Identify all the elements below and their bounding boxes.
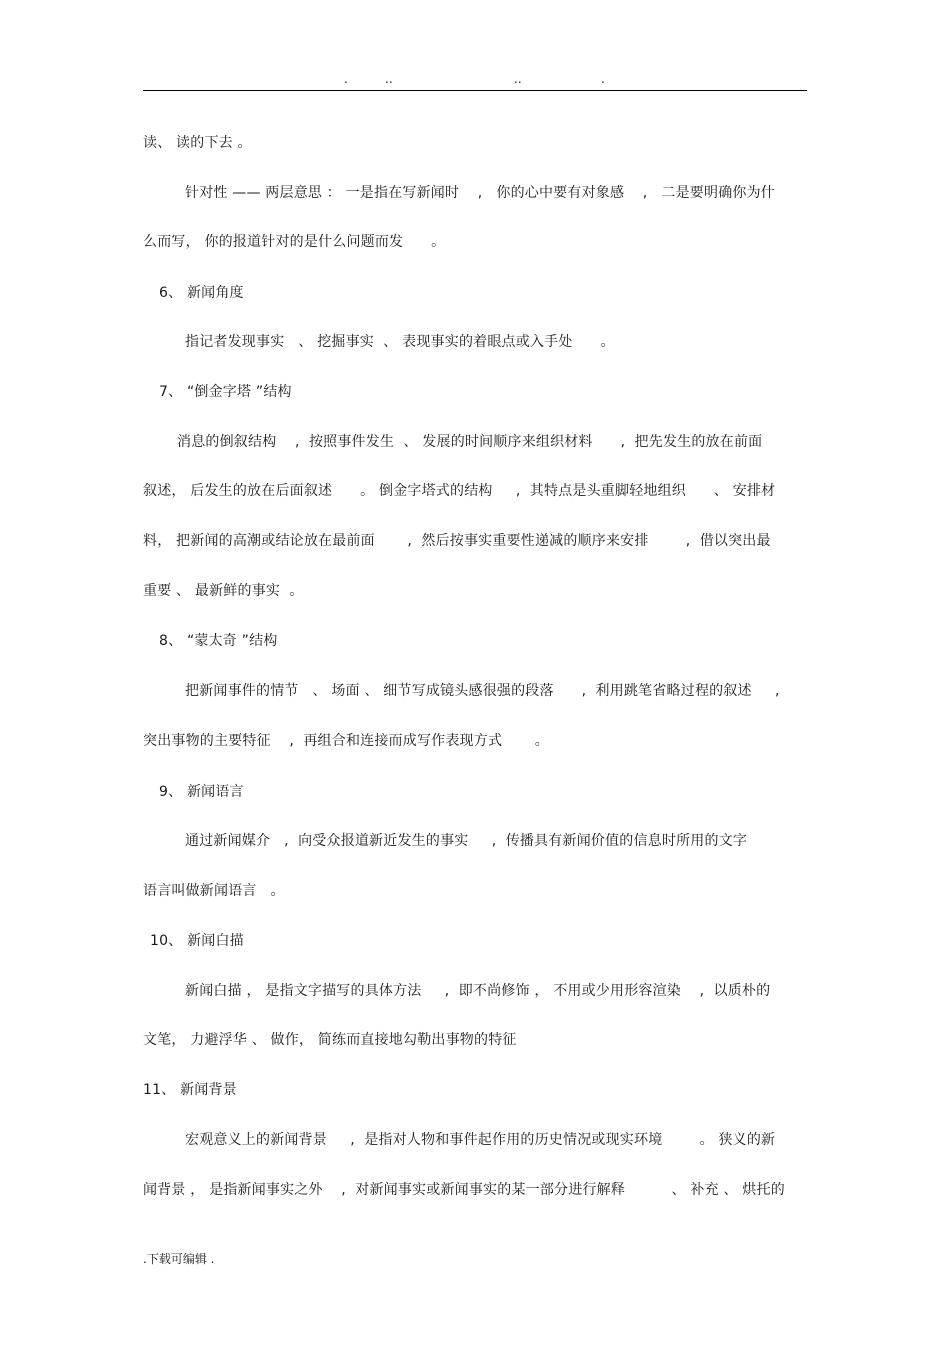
header-dot: . xyxy=(344,72,348,86)
paragraph-line: 新闻白描 ， 是指文字描写的具体方法 , 即不尚修饰 ， 不用或少用形容渲染 , 以质朴的 xyxy=(185,983,771,999)
paragraph-line: 叙述， 后发生的放在后面叙述 。 倒金字塔式的结构 , 其特点是头重脚轻地组织 、 安排材 xyxy=(143,483,776,499)
paragraph-line: 么而写， 你的报道针对的是什么问题而发 。 xyxy=(143,234,446,250)
header-dot: .. xyxy=(514,72,522,86)
page-footer: .下载可编辑 . xyxy=(143,1252,215,1266)
paragraph-line: 读、 读的下去 。 xyxy=(143,135,252,151)
section-heading: 10、 新闻白描 xyxy=(150,933,244,949)
paragraph-line: 把新闻事件的情节 、 场面 、 细节写成镜头感很强的段落 , 利用跳笔省略过程的叙述 , xyxy=(185,683,780,699)
page-header xyxy=(0,70,950,88)
section-heading: 7、 “倒金字塔 ”结构 xyxy=(159,384,292,400)
paragraph-line: 宏观意义上的新闻背景 , 是指对人物和事件起作用的历史情况或现实环境 。 狭义的新 xyxy=(185,1132,776,1148)
section-heading: 8、 “蒙太奇 ”结构 xyxy=(159,633,278,649)
paragraph-line: 通过新闻媒介 , 向受众报道新近发生的事实 , 传播具有新闻价值的信息时所用的文字 xyxy=(185,833,748,849)
section-heading: 9、 新闻语言 xyxy=(159,784,244,800)
paragraph-line: 重要 、 最新鲜的事实 。 xyxy=(143,583,304,599)
section-heading: 6、 新闻角度 xyxy=(159,285,244,301)
paragraph-line: 消息的倒叙结构 , 按照事件发生 、 发展的时间顺序来组织材料 , 把先发生的放在前面 xyxy=(177,434,763,450)
paragraph-line: 突出事物的主要特征 , 再组合和连接而成写作表现方式 。 xyxy=(143,733,549,749)
header-dot: .. xyxy=(385,72,393,86)
section-heading: 11、 新闻背景 xyxy=(143,1082,237,1098)
paragraph-line: 料， 把新闻的高潮或结论放在最前面 , 然后按事实重要性递减的顺序来安排 , 借以突出最 xyxy=(143,533,771,549)
paragraph-line: 文笔， 力避浮华 、 做作， 简练而直接地勾勒出事物的特征 xyxy=(143,1032,517,1048)
paragraph-line: 语言叫做新闻语言 。 xyxy=(143,883,285,899)
paragraph-line: 闻背景 ， 是指新闻事实之外 , 对新闻事实或新闻事实的某一部分进行解释 、 补充 、 烘托的 xyxy=(143,1182,785,1198)
header-dot: . xyxy=(601,72,605,86)
paragraph-line: 针对性 —— 两层意思 ： 一是指在写新闻时 , 你的心中要有对象感 , 二是要明确你为什 xyxy=(185,185,776,201)
paragraph-line: 指记者发现事实 、 挖掘事实 、 表现事实的着眼点或入手处 。 xyxy=(185,334,615,350)
header-rule xyxy=(143,90,807,91)
